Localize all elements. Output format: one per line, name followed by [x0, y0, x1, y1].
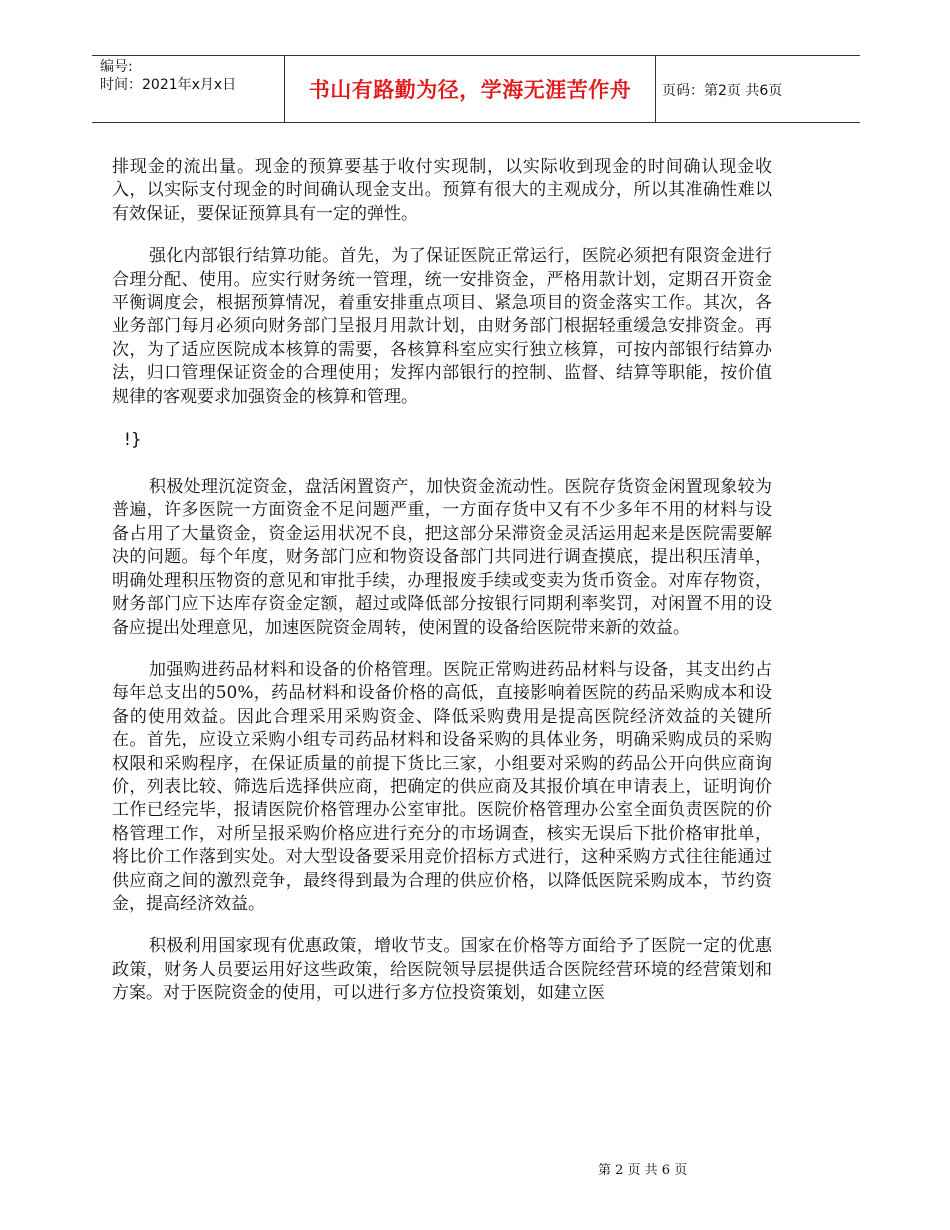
header-motto-cell: [284, 56, 656, 122]
paragraph-idle-funds: 积极处理沉淀资金，盘活闲置资产，加快资金流动性。医院存货资金闲置现象较为普遍，许多医院一方面资金不足问题严重，一方面存货中又有不少多年不用的材料与设备占用了大量资金，资金运用状况不良，把这部分呆滞资金灵活运用起来是医院需要解决的问题。每个年度，财务部门应和物资设备部门共同进行调查摸底，提出积压清单，明确处理积压物资的意见和审批手续，办理报废手续或变卖为货币资金。对库存物资，财务部门应下达库存资金定额，超过或降低部分按银行同期利率奖罚，对闲置不用的设备应提出处理意见，加速医院资金周转，使闲置的设备给医院带来新的效益。: [112, 477, 772, 638]
paragraph-internal-bank: 强化内部银行结算功能。首先，为了保证医院正常运行，医院必须把有限资金进行合理分配、使用。应实行财务统一管理，统一安排资金，严格用款计划，定期召开资金平衡调度会，根据预算情况，着重安排重点项目、紧急项目的资金落实工作。其次，各业务部门每月必须向财务部门呈报月用款计划，由财务部门根据轻重缓急安排资金。再次，为了适应医院成本核算的需要，各核算科室应实行独立核算，可按内部银行结算办法，归口管理保证资金的合理使用；发挥内部银行的控制、监督、结算等职能，按价值规律的客观要求加强资金的核算和管理。: [112, 246, 772, 407]
stray-symbol: !}: [124, 430, 142, 451]
document-body: [112, 156, 772, 1025]
document-number-label: 编号:: [100, 59, 133, 75]
paragraph-procurement-pricing: 加强购进药品材料和设备的价格管理。医院正常购进药品材料与设备，其支出约占每年总支出的50%，药品材料和设备价格的高低，直接影响着医院的药品采购成本和设备的使用效益。因此合理采用采购资金、降低采购费用是提高医院经济效益的关键所在。首先，应设立采购小组专司药品材料和设备采购的具体业务，明确采购成员的采购权限和采购程序，在保证质量的前提下货比三家，小组要对采购的药品公开向供应商询价，列表比较、筛选后选择供应商，把确定的供应商及其报价填在申请表上，证明询价工作已经完毕，报请医院价格管理办公室审批。医院价格管理办公室全面负责医院的价格管理工作，对所呈报采购价格应进行充分的市场调查，核实无误后下批价格审批单，将比价工作落到实处。对大型设备要采用竞价招标方式进行，这种采购方式往往能通过供应商之间的激烈竞争，最终得到最为合理的供应价格，以降低医院采购成本，节约资金，提高经济效益。: [112, 659, 772, 914]
document-date: 时间：2021年x月x日: [100, 77, 237, 93]
paragraph-cash-budget: 排现金的流出量。现金的预算要基于收付实现制，以实际收到现金的时间确认现金收入，以实际支付现金的时间确认现金支出。预算有很大的主观成分，所以其准确性难以有效保证，要保证预算具有一定的弹性。: [112, 157, 772, 224]
header-motto: 书山有路勤为径，学海无涯苦作舟: [308, 78, 632, 102]
header-meta: [100, 58, 280, 94]
paragraph-preferential-policy: 积极利用国家现有优惠政策，增收节支。国家在价格等方面给予了医院一定的优惠政策，财务人员要运用好这些政策，给医院领导层提供适合医院经营环境的经营策划和方案。对于医院资金的使用，可以进行多方位投资策划，如建立医: [112, 936, 772, 1004]
header-page-number: 页码：第2页 共6页: [662, 83, 783, 99]
page-footer: 第 2 页 共 6 页: [598, 1163, 688, 1178]
page-header: [92, 55, 860, 123]
